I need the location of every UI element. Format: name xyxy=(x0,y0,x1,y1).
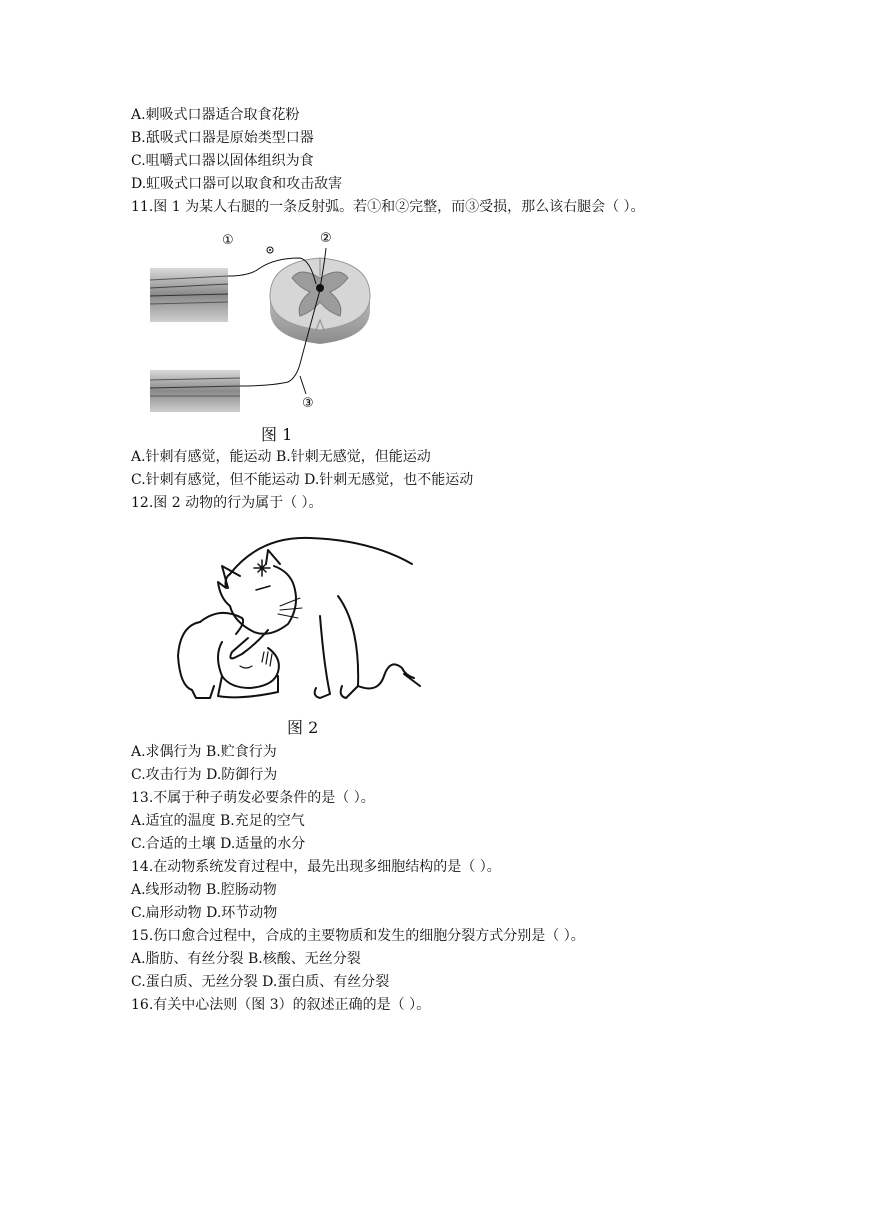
figure-1-reflex-arc xyxy=(150,226,410,412)
q15-options-ab: A.脂肪、有丝分裂 B.核酸、无丝分裂 xyxy=(131,951,361,967)
figure-1-label-1: ① xyxy=(222,233,234,248)
q14-options-ab: A.线形动物 B.腔肠动物 xyxy=(131,882,277,898)
q10-option-b: B.舐吸式口器是原始类型口器 xyxy=(131,130,314,146)
receptor-skin-strip xyxy=(150,268,228,322)
figure-1-caption: 图 1 xyxy=(261,425,293,444)
q11-stem: 11.图 1 为某人右腿的一条反射弧。若①和②完整，而③受损，那么该右腿会（ ）。 xyxy=(131,199,645,215)
q12-options-ab: A.求偶行为 B.贮食行为 xyxy=(131,744,277,760)
effector-muscle-strip xyxy=(150,370,240,412)
q15-options-cd: C.蛋白质、无丝分裂 D.蛋白质、有丝分裂 xyxy=(131,974,390,990)
figure-2-cat-drawing xyxy=(170,526,430,706)
q13-options-cd: C.合适的土壤 D.适量的水分 xyxy=(131,836,306,852)
small-cat-body xyxy=(178,622,214,698)
q16-stem: 16.有关中心法则（图 3）的叙述正确的是（ ）。 xyxy=(131,997,431,1013)
q12-stem: 12.图 2 动物的行为属于（ ）。 xyxy=(131,495,323,511)
figure-1-label-2: ② xyxy=(320,231,332,246)
figure-1-label-3: ③ xyxy=(302,396,314,411)
q11-options-cd: C.针刺有感觉，但不能运动 D.针刺无感觉，也不能运动 xyxy=(131,472,474,488)
q14-stem: 14.在动物系统发育过程中，最先出现多细胞结构的是（ ）。 xyxy=(131,859,501,875)
q10-option-a: A.刺吸式口器适合取食花粉 xyxy=(131,107,300,123)
q12-options-cd: C.攻击行为 D.防御行为 xyxy=(131,767,278,783)
q14-options-cd: C.扁形动物 D.环节动物 xyxy=(131,905,278,921)
q15-stem: 15.伤口愈合过程中，合成的主要物质和发生的细胞分裂方式分别是（ ）。 xyxy=(131,928,585,944)
q10-option-d: D.虹吸式口器可以取食和攻击敌害 xyxy=(131,176,343,192)
large-cat-head xyxy=(218,566,296,634)
q10-option-c: C.咀嚼式口器以固体组织为食 xyxy=(131,153,314,169)
q11-options-ab: A.针刺有感觉，能运动 B.针刺无感觉，但能运动 xyxy=(131,449,431,465)
spinal-cord-section xyxy=(270,258,370,344)
figure-2-caption: 图 2 xyxy=(287,718,319,737)
q13-stem: 13.不属于种子萌发必要条件的是（ ）。 xyxy=(131,790,375,806)
q13-options-ab: A.适宜的温度 B.充足的空气 xyxy=(131,813,305,829)
